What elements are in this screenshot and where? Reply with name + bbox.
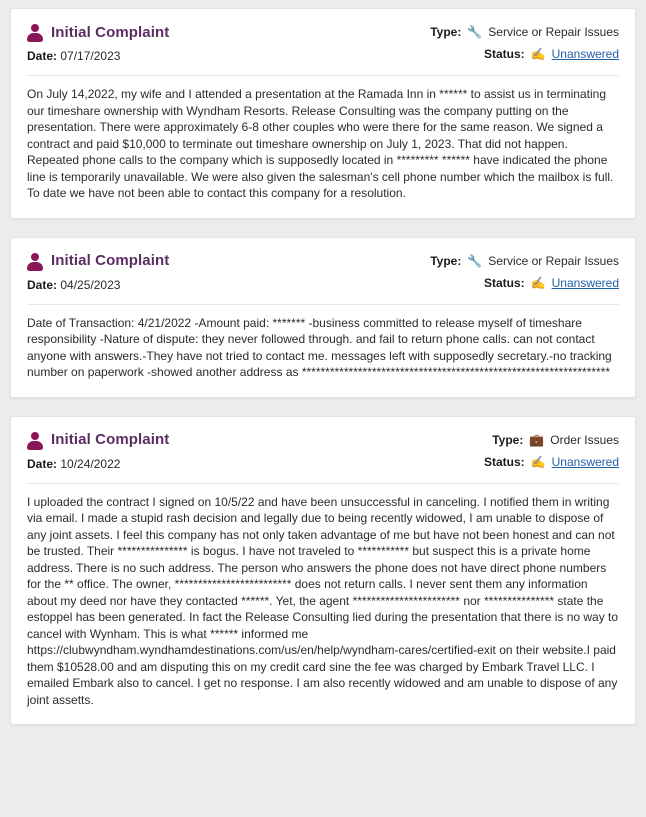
complaint-body: I uploaded the contract I signed on 10/5/22 and have been unsuccessful in canceling. I notified them in writing via email. I made a stupid rash decision and legally due to being recently widowed, I am unable to dispose of any joint assets. I feel this company has not only taken advantage of me but have not been honest and can not be trusted. Their *************** is bogus. I have not traveled to *********** but suspect this is a private home address. There is no such address. The person who answers the phone does not have direct phone numbers for the ** office. The owner, ************************* does not return calls. I never sent them any information about my deed nor have they contacted ******. Yet, the agent *********************** nor *************** state the estoppel has been generated. In fact the Release Consulting lied during the presentation that there is no way to cancel with Wynham. This is what ****** informed me https://clubwyndham.wyndhamdestinations.com/us/en/help/wyndham-cares/certified-exit on their website.I paid them $10528.00 and am disputing this on my credit card sine the fee was charged by Embark Travel LLC. I emailed Embark also to cancel. I get no response. I am also recently widowed and am unable to dispose of any joint assetts. xyxy=(27,494,622,707)
complaint-status-row xyxy=(484,276,619,290)
complaint-title-row xyxy=(27,252,169,270)
type-value: Service or Repair Issues xyxy=(488,253,619,268)
complaint-header xyxy=(27,252,619,292)
complaint-header xyxy=(27,431,619,471)
complaint-header-left xyxy=(27,23,169,63)
type-label: Type: xyxy=(430,253,462,268)
type-value: Service or Repair Issues xyxy=(488,25,619,39)
date-value: 04/25/2023 xyxy=(60,277,121,292)
pencil-icon: ✍ xyxy=(530,275,546,290)
complaint-type-row xyxy=(492,433,619,447)
complaint-body: On July 14,2022, my wife and I attended a presentation at the Ramada Inn in ****** to assist us in terminating our timeshare ownership with Wyndham Resorts. Release Consulting was the company putting on the presentation. There were approximately 6-8 other couples who were there for the same reason. We signed a contract and paid $10,000 to terminate out timeshare ownership on July 1, 2023. That did not happen. Repeated phone calls to the company which is supposedly located in ********* ****** have indicated the phone line is temporarily unavailable. We were also given the salesman's cell phone number which the mailbox is full. To date we have not been able to contact this company for a resolution. xyxy=(27,87,617,200)
complaint-card xyxy=(10,8,636,219)
pencil-icon: ✍ xyxy=(530,47,546,61)
complaint-header-left xyxy=(27,252,169,292)
status-label: Status: xyxy=(484,275,525,290)
complaint-card xyxy=(10,416,636,726)
complaint-header-right xyxy=(430,23,619,61)
complaint-title-row xyxy=(27,23,169,41)
complaint-header-right xyxy=(430,252,619,290)
person-icon xyxy=(27,252,43,270)
complaint-title: Initial Complaint xyxy=(51,431,170,448)
wrench-icon: 🔧 xyxy=(467,253,483,268)
briefcase-icon: 💼 xyxy=(529,432,545,447)
complaint-body: Date of Transaction: 4/21/2022 -Amount paid: ******* -business committed to release myself of timeshare responsibility -Nature of dispute: they never followed through. and fail to return phone calls. can not contact anyone with answers.-They have not tried to contact me. messages left with supposedly secretary.-no tracking number on paperwork -showed another address as ****************************************************************** xyxy=(27,315,616,379)
divider xyxy=(27,483,619,484)
complaint-header-left xyxy=(27,431,169,471)
type-label: Type: xyxy=(430,25,462,39)
complaint-header xyxy=(27,23,619,63)
complaint-date-row xyxy=(27,49,169,63)
status-value-link[interactable]: Unanswered xyxy=(551,454,619,469)
complaint-title-row xyxy=(27,431,169,449)
type-label: Type: xyxy=(492,432,524,447)
person-icon xyxy=(27,431,43,449)
date-value: 07/17/2023 xyxy=(60,49,121,63)
complaint-status-row xyxy=(484,455,619,469)
divider xyxy=(27,304,619,305)
person-icon xyxy=(27,23,43,41)
date-label: Date: xyxy=(27,277,58,292)
date-value: 10/24/2022 xyxy=(60,456,121,471)
complaint-card xyxy=(10,237,636,398)
pencil-icon: ✍ xyxy=(530,454,546,469)
complaint-type-row xyxy=(430,254,619,268)
complaint-status-row xyxy=(484,47,619,61)
status-value-link[interactable]: Unanswered xyxy=(551,47,619,61)
complaint-date-row xyxy=(27,457,169,471)
type-value: Order Issues xyxy=(550,432,619,447)
status-label: Status: xyxy=(484,47,525,61)
complaint-title: Initial Complaint xyxy=(51,23,170,41)
complaint-title: Initial Complaint xyxy=(51,252,170,269)
date-label: Date: xyxy=(27,49,58,63)
complaint-date-row xyxy=(27,278,169,292)
date-label: Date: xyxy=(27,456,58,471)
complaint-type-row xyxy=(430,25,619,39)
status-label: Status: xyxy=(484,454,525,469)
divider xyxy=(27,75,619,76)
complaint-header-right xyxy=(484,431,619,469)
wrench-icon: 🔧 xyxy=(467,25,483,39)
status-value-link[interactable]: Unanswered xyxy=(551,275,619,290)
